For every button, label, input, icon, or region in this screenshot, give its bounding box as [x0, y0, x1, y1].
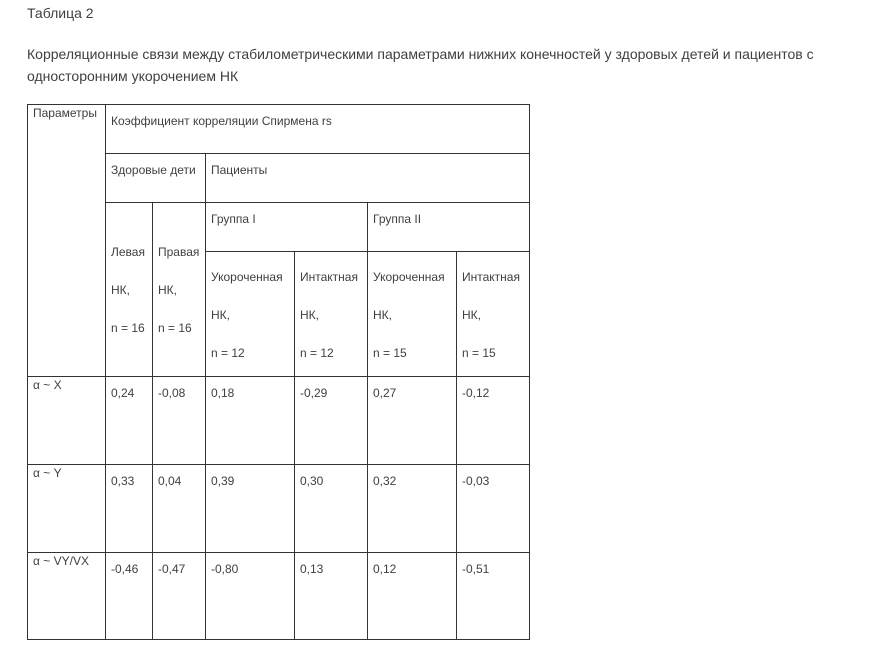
table-caption: Корреляционные связи между стабилометрическими параметрами нижних конечностей у здоровых детей и пациентов с односторонним укорочением НК [27, 46, 814, 84]
col-g2-short-line1: Укороченная [373, 270, 445, 284]
patients-header-cell [206, 154, 530, 203]
col-g1-short-line2: НК, [211, 308, 230, 322]
col-right-line1: Правая [158, 245, 200, 259]
group1-header-cell [206, 203, 368, 252]
table-row [28, 465, 530, 553]
value-cell: 0,39 [206, 465, 295, 553]
col-right-line2: НК, [158, 283, 177, 297]
value-cell: 0,30 [295, 465, 368, 553]
col-g1-intact-line2: НК, [300, 308, 319, 322]
col-header-g1-short [206, 252, 295, 377]
param-label: α ~ Y [33, 466, 62, 480]
params-header-cell [28, 105, 106, 377]
param-cell [28, 553, 106, 640]
value-cell: 0,18 [206, 377, 295, 465]
col-g1-intact-line3: n = 12 [300, 346, 334, 360]
col-g2-short-line2: НК, [373, 308, 392, 322]
col-left-line3: n = 16 [111, 321, 145, 335]
value-cell: 0,13 [295, 553, 368, 640]
table-row [28, 377, 530, 465]
col-g2-intact-line1: Интактная [462, 270, 520, 284]
col-header-g2-short [368, 252, 457, 377]
coef-header: Коэффициент корреляции Спирмена rs [111, 114, 332, 128]
param-cell [28, 465, 106, 553]
param-cell [28, 377, 106, 465]
params-header: Параметры [33, 106, 97, 120]
value-cell: -0,29 [295, 377, 368, 465]
coef-header-cell [106, 105, 530, 154]
group1-header: Группа I [211, 212, 256, 226]
col-header-g1-intact [295, 252, 368, 377]
patients-header: Пациенты [211, 163, 268, 177]
col-g2-intact-line3: n = 15 [462, 346, 496, 360]
param-label: α ~ VY/VX [33, 554, 89, 568]
col-header-g2-intact [457, 252, 530, 377]
col-header-left [106, 203, 153, 377]
col-g1-short-line1: Укороченная [211, 270, 283, 284]
value-cell: -0,03 [457, 465, 530, 553]
col-g2-intact-line2: НК, [462, 308, 481, 322]
value-cell: 0,24 [106, 377, 153, 465]
value-cell: -0,12 [457, 377, 530, 465]
value-cell: 0,04 [153, 465, 206, 553]
param-label: α ~ X [33, 378, 62, 392]
healthy-header-cell [106, 154, 206, 203]
value-cell: -0,80 [206, 553, 295, 640]
table-label: Таблица 2 [27, 5, 94, 21]
value-cell: -0,51 [457, 553, 530, 640]
value-cell: 0,27 [368, 377, 457, 465]
col-g1-intact-line1: Интактная [300, 270, 358, 284]
healthy-header: Здоровые дети [111, 163, 196, 177]
col-right-line3: n = 16 [158, 321, 192, 335]
value-cell: 0,12 [368, 553, 457, 640]
correlation-table [27, 104, 530, 640]
value-cell: -0,47 [153, 553, 206, 640]
col-g2-short-line3: n = 15 [373, 346, 407, 360]
col-left-line1: Левая [111, 245, 145, 259]
value-cell: -0,08 [153, 377, 206, 465]
col-left-line2: НК, [111, 283, 130, 297]
table-row [28, 553, 530, 640]
group2-header: Группа II [373, 212, 422, 226]
value-cell: -0,46 [106, 553, 153, 640]
col-g1-short-line3: n = 12 [211, 346, 245, 360]
col-header-right [153, 203, 206, 377]
value-cell: 0,32 [368, 465, 457, 553]
value-cell: 0,33 [106, 465, 153, 553]
group2-header-cell [368, 203, 530, 252]
